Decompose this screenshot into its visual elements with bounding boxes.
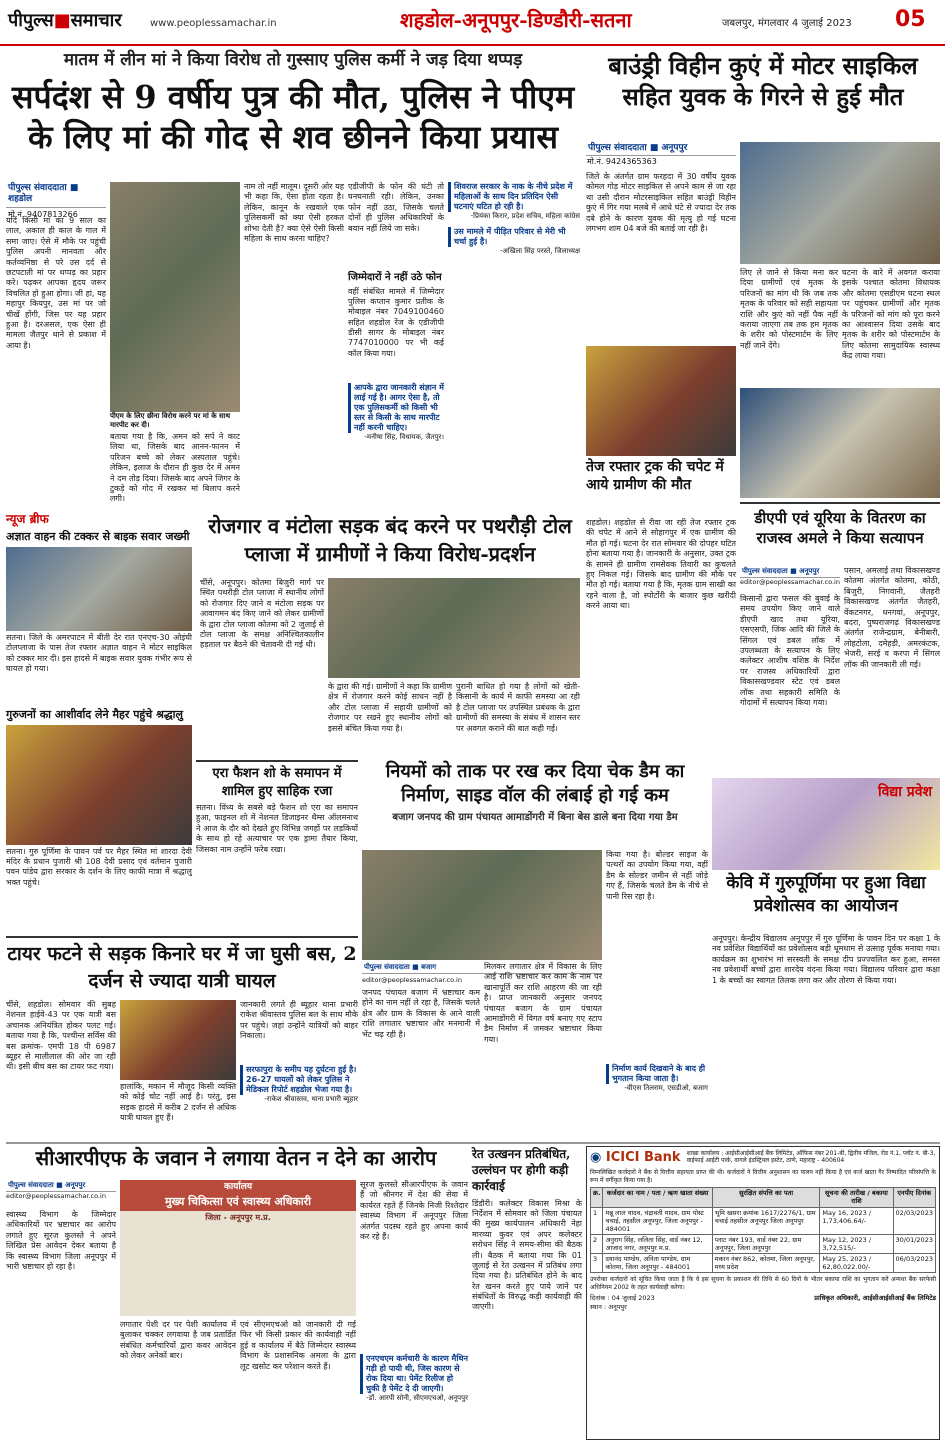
ad-date: दिनांक : 04 जुलाई 2023: [590, 1294, 655, 1303]
sand-headline: रेत उत्खनन प्रतिबंधित, उल्लंघन पर होगी कड़ी कार्रवाई: [472, 1147, 571, 1194]
bank-logo: ◉ ICICI Bank: [590, 1150, 681, 1165]
truck-text: शहडोल। शहडोल से रीवा जा रही तेज रफ्तार ट्रक की चपेट में आने से सोहागपुर में एक ग्रामीण की मौत हो गई। घटना देर रात सोमवार की दोपहर घटित होना बताया गया है। जानकारी के अनुसार, उक्त ट्रक के सामने ही ग्रामीण रामसेवक तिवारी का कुचलते हुए निकल गई। जिसके बाद ग्रामीण की मौके पर मौत हो गई। बताया गया है कि, मृतक ग्राम साखी का रहने वाला है, जो स्पोर्टोरी के बाजार कुछ खरीदी करने आया था।: [586, 518, 736, 611]
ad-intro: निम्नलिखित कर्जदारों ने बैंक से वित्तीय सहायता प्राप्त की थी। कर्जदारों ने वित्तीय अनुशासन का पालन नहीं किया है एवं कर्ज खाता गैर निष्पादित परिसंपत्ति के रूप में वर्गीकृत किया गया है।: [590, 1169, 936, 1184]
ad-table-row: [591, 1234, 936, 1253]
ad-table-cell: May 16, 2023 / 1,73,406.64/-: [820, 1207, 893, 1234]
crpf-text3: सूरज कुलस्ते सीआरपीएफ के जवान हैं जो श्रीनगर में देश की सेवा में कार्यरत रहते हैं जिनके निजी रिश्तेदार स्वास्थ्य विभाग में अनूपपुर जिला अंतर्गत पदस्थ रहते हुए अपना कार्य कर रहे हैं।: [360, 1180, 468, 1241]
dam-email: editor@peoplessamachar.co.in: [362, 976, 462, 984]
bus-text2: हालांकि, मकान में मौजूद किसी व्यक्ति को कोई चोट नहीं आई है। परंतु, इस सड़क हादसे में करीब 2 दर्जन से अधिक यात्री घायल हुए हैं।: [120, 1082, 236, 1123]
well-phone: मो.नं. 9424365363: [587, 157, 657, 167]
well-photo: [740, 142, 940, 264]
dap-header: [740, 502, 940, 564]
dap-byline: पीपुल्स संवाददाता ■ अनूपपुर: [740, 566, 840, 578]
lead-byline-box: [6, 182, 106, 219]
ad-table-header: एनपीए दिनांक: [893, 1188, 936, 1207]
kv-banner: विद्या प्रवेश: [878, 784, 932, 800]
ad-table-cell: 3: [591, 1254, 603, 1273]
crpf-header: [6, 1146, 466, 1176]
dam-col3: [606, 850, 708, 1138]
lead-col1: यदि किसी मां का 9 साल का लाल, अकाल ही काल के गाल में समा जाए। ऐसे में मौके पर पहुंची पुलिस अपनी मानवता और कर्तव्यनिष्ठा से परे उस दर्द से छटपटाती मां पर थप्पड़ का प्रहार करे। पढ़कर आपका हृदय जरूर विचलित हो हुआ होगा। जी हां, यह महापुर कियपुर, उस मां पर जो चीखें होंगी, जिस पर यह प्रहार हुआ है। दरअसल, एक ऐसा ही मामला जैतपुर थाने से प्रकाश में आया है।: [6, 216, 106, 350]
ad-table-cell: May 12, 2023 / 3,72,515/-: [820, 1234, 893, 1253]
bus-col3: [240, 1000, 358, 1138]
crpf-headline: सीआरपीएफ के जवान ने लगाया वेतन न देने का आरोप: [35, 1146, 437, 1170]
ad-table-row: [591, 1207, 936, 1234]
crpf-text4: एवं सीएमएचओ को जानकारी दी गई फिर भी किसी प्रकार की कार्यवाही नहीं हुई व कार्यालय में बैठे जिम्मेदार स्वास्थ्य विभाग के प्रशासनिक अमला के द्वारा लूट खसोट कर परेशान करते हैं।: [240, 1320, 356, 1371]
dap-email: editor@peoplessamachar.co.in: [740, 577, 840, 586]
well-text1: जिले के अंतर्गत ग्राम फरहदा में 30 वर्षीय युवक कोमल गोड़ मोटर साइकिल से अपने काम से जा रहा था उसी दौरान मोटरसाइकिल सहित बाउंड्री विहीन कुएं में गिर गया मलबे में आधे घंटे से ज्यादा देर तक दबे होने के कारण युवक की मृत्यु हो गई घटना लगभग शाम 04 बजे की बताई जा रही है।: [586, 172, 736, 233]
section-divider: [6, 1142, 940, 1144]
dam-quote: निर्माण कार्य दिखवाने के बाद ही भुगतान किया जाता है।: [606, 1064, 708, 1084]
bus-text1: चींसे, शहडोल। सोमवार की सुबह नेशनल हाईवे-43 पर एक यात्री बस अचानक अनियंत्रित होकर पलट गई। बताया गया है कि, पश्चीन्त सर्विस की बस क्रमांक- एमपी 18 पी 6987 ब्यूहर से मालीलाल की ओर जा रही थी। इसी बीच बस का टायर फट गया।: [6, 1000, 116, 1072]
sand-text: डिंडौरी। कलेक्टर विकास मिश्रा के निर्देशन में सोमवार को जिला पंचायत की मुख्य कार्यपालन अधिकारी नेहा मारव्या कुवर एवं अपर कलेक्टर सरोधन सिंह ने समय-सीमा की बैठक ली। बैठक में बताया गया कि 01 जुलाई से रेत उत्खनन में प्रतिबंध लगा दिया गया है। प्रतिबंधित होने के बाद रेत खनन करते हुए पाये जाने पर संबंधितों के विरुद्ध कड़ी कार्यवाही की जाएगी।: [472, 1198, 582, 1312]
well-text3: घटना के बारे में अवगत कराया इसके पश्चात कोतमा विधायक और कोतमा एसडीएम घटना स्थल पर पहुंचकर ग्रामीणों और मृतक के परिजनों को मांग को पूरा करने का आश्वासन दिया उसके बाद मृतक के शरीर को पोस्टमार्टम के लिए कोतमा सामुदायिक स्वास्थ्य केंद्र लाया गया।: [842, 268, 940, 361]
protest-headline: रोजगार व मंटोला सड़क बंद करने पर पथरौड़ी टोल प्लाजा में ग्रामीणों ने किया विरोध-प्रदर्शन: [208, 514, 572, 566]
lead-quote3: उस मामले में पीड़ित परिवार से मेरी भी चर्चा हुई है।: [448, 227, 580, 247]
bus-photo: [120, 1000, 236, 1080]
lead-photo: [110, 182, 240, 412]
well-byline: पीपुल्स संवाददाता ■ अनूपपुर: [586, 142, 736, 156]
fashion-text: सतना। विंध्य के सबसे बड़े फैशन शो एरा का समापन हुआ, फाइनल शो में नेशनल डिजाइनर थैम्स ऑलमनाथ ने आज के दौर को देखते हुए विभिन्न जगहों पर लड़कियों के साथ हो रहे अत्याचार पर एक ड्रामा तैयार किया, जिसका नाम उन्होंने फरेब रखा।: [196, 803, 358, 854]
crpf-sign-top: कार्यालय: [223, 1182, 253, 1192]
ad-table-row: [591, 1254, 936, 1273]
protest-photo: [328, 578, 580, 678]
dam-headline: नियमों को ताक पर रख कर दिया चेक डैम का निर्माण, साइड वॉल की लंबाई हो गई कम: [385, 761, 685, 807]
crpf-byline: पीपुल्स संवाददाता ■ अनूपपुर: [6, 1180, 116, 1192]
ad-table-cell: मकान नंबर 862, कोतमा, जिला अनूपपुर, मध्य प्रदेश: [712, 1254, 820, 1273]
lead-quote3-by: -अखिला सिंह परस्ते, जिलाध्यक्ष: [500, 246, 580, 255]
bus-header: [6, 936, 358, 996]
ad-place: स्थान : अनूपपुर: [590, 1302, 627, 1311]
dam-text3: किया गया है। बोल्डर साइज के पत्थरों का उपयोग किया गया, वहीं डैम के सोल्डर जमीन से नहीं जोड़े गए हैं, जिसके चलते डैम के नीचे से पानी रिस रहा है।: [606, 850, 708, 901]
protest-text1: चींसे, अनूपपुर। कोतमा बिजुरी मार्ग पर स्थित पथरौड़ी टोल प्लाजा में स्थानीय लोगों को रोजगार दिए जाने व मंटोला सड़क पर आवागमन बंद किए जाने को लेकर ग्रामीणों के द्वारा टोल प्लाजा कोतमा को 2 जुलाई से टोल प्लाजा के समक्ष अनिश्चितकालीन हड़ताल पर बैठने की चेतावनी दी गई थी।: [200, 578, 324, 650]
lead-quote1-by: -मनीषा सिंह, विधायक, जैतपुर।: [364, 432, 444, 441]
crpf-quote-by: -डॉ. आरपी सोनी, सीएमएचओ, अनूपपुर: [366, 1394, 468, 1402]
crpf-sign-main: मुख्य चिकित्सा एवं स्वास्थ्य अधिकारी: [120, 1193, 356, 1211]
dam-photo: [362, 850, 602, 960]
crpf-sign-sub: जिला - अनूपपुर म.प्र.: [205, 1213, 271, 1222]
dam-text1: जनपद पंचायत बजाग में भ्रष्टाचार कम होने का नाम नहीं ले रहा है, जिसके चलते क्षेत्र और ग्राम के विकास के आने वाली राशि लगातार भ्रष्टाचार और मनमानी में भेंट चढ़ रही है।: [362, 988, 480, 1039]
brief-photo1: [6, 547, 192, 631]
dam-text2: मिलकर लगातार क्षेत्र में विकास के लिए आई राशि भ्रष्टाचार कर काम के नाम पर खानापूर्ति कर राशि आहरण की जा रही है। प्राप्त जानकारी अनुसार जनपद पंचायत बजाग के ग्राम पंचायत आमाडोंगरी में विगत वर्ष बनाए गए स्टाप डैम निर्माण में जमकर भ्रष्टाचार किया गया।: [484, 962, 602, 1044]
dap-photo: [740, 388, 940, 498]
lead-quote2: शिवराज सरकार के नाक के नीचे प्रदेश में महिलाओं के साथ दिन प्रतिदिन ऐसी घटनाएं घटित हो रही है।: [448, 182, 580, 212]
crpf-email: editor@peoplessamachar.co.in: [6, 1191, 106, 1200]
lead-col2: बताया गया है कि, अमन को सर्प ने काट लिया था, जिसके बाद आनन-फानन में परिजन बच्चे को लेकर अस्पताल पहुंचे। लेकिन, इलाज के दौरान ही कुछ देर में अमन ने दम तोड़ दिया। जिसके बाद अपने जिगर के टुकड़े को गोद में रखकर मां बिलाप करने लगी।: [110, 432, 240, 504]
bus-quote: सरफापुरा के समीप यह दुर्घटना हुई है। 26-27 घायलों को लेकर पुलिस ने मेडिकल रिपोर्ट शहडोल भेजा गया है।: [240, 1065, 358, 1095]
icici-notice: [586, 1146, 940, 1440]
protest-text3: पुरानी बाधित हो गया है लोगों को खेती-किसानी के कार्य में काफी समस्या आ रही है टोल प्लाजा पर उपस्थित प्रबंधक के द्वारा ग्रामीणों की समस्या के संबंध में शासन स्तर पर अवगत कराने की बात कही गई।: [456, 682, 580, 733]
lead-quote2-by: -प्रियंका किरार, प्रदेश सचिव, महिला कांग्रेस: [470, 212, 580, 220]
lead-kicker: मातम में लीन मां ने किया विरोध तो गुस्साए पुलिस कर्मी ने जड़ दिया थप्पड़: [63, 50, 523, 70]
ad-sign: प्राधिकृत अधिकारी, आईसीआईसीआई बैंक लिमिटेड: [814, 1294, 936, 1303]
ad-table-cell: अनुराग सिंह, ललिता सिंह, वार्ड नंबर 12, आजाद नगर, अनूपपुर म.प्र.: [603, 1234, 712, 1253]
ad-table-cell: मन्नू लाल यादव, चंद्रावती यादव, ग्राम पोस्ट चचाई, तहसील अनूपपुर, जिला अनूपपुर - 484001: [603, 1207, 712, 1234]
ad-table: [590, 1187, 936, 1273]
ad-table-cell: 2: [591, 1234, 603, 1253]
ad-table-cell: 1: [591, 1207, 603, 1234]
masthead: [0, 0, 945, 46]
region-title: शहडोल-अनूपपुर-डिण्डौरी-सतना: [400, 8, 632, 32]
fashion-box: [196, 760, 358, 932]
ad-table-header: सुरक्षित संपत्ति का पता: [712, 1188, 820, 1207]
ad-table-cell: प्लाट नंबर 193, वार्ड नंबर 22, ग्राम अनूपपुर, जिला अनूपपुर: [712, 1234, 820, 1253]
kv-text: अनूपपुर। केन्द्रीय विद्यालय अनूपपुर में गुरु पूर्णिमा के पावन दिन पर कक्षा 1 के नव प्रवेशित विद्यार्थियों का प्रवेशोत्सव बड़ी धूमधाम से उत्साह पूर्वक मनाया गया। कार्यक्रम का शुभारंभ मां सरस्वती के समक्ष दीप प्रज्ज्वलित कर हुआ, समस्त नव प्रवेशार्थी बच्चों द्वारा शारदेय वंदना किया गया। विद्यालय परिवार द्वारा कक्षा 1 के बच्चों का स्वागत तिलक लगा कर और तोरण से किया गया।: [712, 934, 940, 985]
crpf-text1: स्वास्थ्य विभाग के जिम्मेदार अधिकारियों पर भ्रष्टाचार का आरोप लगाते हुए सूरज कुलस्ते ने अपने लिखित प्रेस आवेदन देकर बताया है कि स्वास्थ्य विभाग जिला अनूपपुर में भारी भ्रष्टाचार हो रहा है।: [6, 1210, 116, 1271]
brief-label: न्यूज ब्रीफ: [6, 512, 49, 526]
dap-text2: पसान, अमलाई तथा विकासखण्ड कोतमा अंतर्गत कोतमा, कोठी, बिजुरी, निगवानी, जैतहरी विकासखण्ड अंतर्गत जैतहरी, वेंकटनगर, धनगवां, अनूपपुर, बदरा, पुष्पराजगढ़ विकासखण्ड अंतर्गत राजेन्द्रग्राम, बेनीबारी, लोहटोला, दमेहड़ी, अमरकंटक, भेजरी, सरई व करपा में सिंगल लॉक की जानकारी ली गई।: [844, 566, 940, 669]
brand-logo: पीपुल्स■समाचार: [8, 10, 122, 31]
brief-t2: सतना। गुरु पूर्णिमा के पावन पर्व पर मैहर स्थित मां शारदा देवी मंदिर के प्रधान पुजारी श्री 108 देवी प्रसाद एवं वर्तमान पुजारी पवन पांडेय द्वारा सरकार के दर्शन के लिए काफी मात्रा में श्रद्धालु भक्त पहुंचे।: [6, 846, 192, 887]
dam-sub: बजाग जनपद की ग्राम पंचायत आमाडोंगरी में बिना बेस डाले बना दिया गया डैम: [392, 811, 678, 823]
well-headline: बाउंड्री विहीन कुएं में मोटर साइकिल सहित युवक के गिरने से हुई मौत: [608, 51, 918, 112]
dam-quote-by: -वीएस तिलराम, एसडीओ, बजाग: [624, 1084, 708, 1092]
dap-text1: किसानों द्वारा फसल की बुवाई के समय उपयोग किए जाने वाले डीएपी खाद तथा यूरिया, एसएसपी, जिंक आदि की जिले के सिंगल एवं डबल लॉक में उपलब्धता के सत्यापन के लिए कलेक्टर आशीष वशिष्ठ के निर्देश पर राजस्व अधिकारियों द्वारा विकासखण्डवार स्टेट एवं डबल लॉक तथा सहकारी समिति के गोदामों में सत्यापन किया गया।: [740, 594, 840, 707]
sand-box: [472, 1146, 582, 1440]
protest-text2: के द्वारा की गई। ग्रामीणों ने कहा कि ग्रामीण क्षेत्र में रोजगार करने कोई साधन नहीं है और टोल प्लाजा में सहायी ग्रामीणों को रोजगार पर रखने हुए स्थानीय लोगों को इससे बंचित किया गया है।: [328, 682, 452, 733]
ad-table-cell: 02/03/2023: [893, 1207, 936, 1234]
dateline: जबलपुर, मंगलवार 4 जुलाई 2023: [722, 18, 852, 29]
lead-caption: पीएम के लिए छीना विरोध करने पर मां के साथ मारपीट कर दी।: [110, 412, 231, 429]
bank-office: शाखा कार्यालय : आईसीआईसीआई बैंक लिमिटेड, ऑफिस नंबर 201-बी, द्वितीय मंजिल, रोड नं.1, प्लॉट नं. बी-3, वाईफाई आईटी पार्क, वागले इंडस्ट्रियल इस्टेट, ठाणे, महाराष्ट्र - 400604: [686, 1150, 936, 1165]
crpf-photo: [120, 1180, 356, 1316]
dap-headline: डीएपी एवं यूरिया के वितरण का राजस्व अमले ने किया सत्यापन: [754, 509, 926, 548]
lead-byline: पीपुल्स संवाददाता ■ शहडोल: [6, 182, 106, 208]
truck-headline: तेज रफ्तार ट्रक की चपेट में आये ग्रामीण की मौत: [586, 459, 724, 494]
brief-h1: अज्ञात वाहन की टक्कर से बाइक सवार जख्मी: [6, 530, 190, 543]
kv-header: [712, 872, 940, 932]
protest-header: [200, 512, 580, 574]
ad-table-cell: 06/03/2023: [893, 1254, 936, 1273]
crpf-col3: [360, 1180, 468, 1440]
ad-table-cell: 30/01/2023: [893, 1234, 936, 1253]
lead-quote1: आपके द्वारा जानकारी संज्ञान में लाई गई है। आगर ऐसा है, तो एक पुलिसकर्मी को किसी भी स्तर से किसी के साथ मारपीट नहीं करनी चाहिए।: [348, 383, 444, 433]
well-header: [586, 50, 940, 140]
lead-col4-box: [348, 182, 444, 506]
truck-header: [586, 458, 736, 516]
brief-h2: गुरुजनों का आशीर्वाद लेने मैहर पहुंचे श्रद्धालु: [6, 707, 183, 721]
dam-header: [362, 760, 708, 848]
lead-col4: एडीजीपी के फोन की घंटी तो घनघनाती रही। लेकिन, उनका फोन नहीं उठा, जिसके चलते दोनों ही पुलिस अधिकारियों के बयान नहीं लिये जा सके।: [348, 182, 444, 233]
ad-table-header: सूचना की तारीख / बकाया राशि: [820, 1188, 893, 1207]
crpf-quote: एनएचएम कर्मचारी के कारण मैथिन गड़ी हो पायी थी, जिस कारण से रोक दिया था। पेमेंट रिलीज हो चुकी है पेमेंट दे दी जाएगी।: [360, 1354, 468, 1394]
news-brief: [6, 512, 192, 932]
lead-header: [6, 50, 580, 180]
lead-col5: वहीं संबंधित मामले में जिम्मेदार पुलिस कप्तान कुमार प्रतीक के मोबाइल नंबर 7049100460 सहित शहडोल रेंज के एडीजीपी डीसी सागर के मोबाइल नंबर 7747010000 पर भी कई कॉल किया गया।: [348, 286, 444, 358]
dam-byline: पीपुल्स संवाददाता ■ बजाग: [362, 962, 602, 974]
site-url[interactable]: www.peoplessamachar.in: [150, 18, 277, 29]
bus-headline: टायर फटने से सड़क किनारे घर में जा घुसी बस, 2 दर्जन से ज्यादा यात्री घायल: [7, 943, 357, 992]
ad-table-header: कर्जदार का नाम / पता / ऋण खाता संख्या: [603, 1188, 712, 1207]
brief-t1: सतना। जिले के अमरपाटन में बीती देर रात एनएच-30 ओइंघी टोलप्लाजा के पास तेज रफ्तार अज्ञात वाहन ने मोटर साइकिल को टक्कर मार दी। इस हादसे में बाइक सवार युवक गंभीर रूप से घायल हो गया।: [6, 632, 192, 673]
ad-table-cell: दयानंद पाण्डेय, अनिता पाण्डेय, ग्राम कोतमा, जिला अनूपपुर - 484001: [603, 1254, 712, 1273]
lead-phone: मो.नं. 9407813266: [8, 209, 78, 219]
lead-subhead: जिम्मेदारों ने नहीं उठे फोन: [348, 272, 442, 283]
page-number: 05: [895, 7, 926, 32]
bus-quote-by: -राकेश श्रीवास्तव, थाना प्रभारी ब्यूहार: [264, 1095, 358, 1103]
ad-footer: उपरोक्त कर्जदारों को सूचित किया जाता है कि वे इस सूचना के प्रकाशन की तिथि से 60 दिनों के भीतर बकाया राशि का भुगतान करें अन्यथा बैंक सरफेसी अधिनियम 2002 के तहत कार्यवाही करेगा।: [590, 1276, 936, 1291]
dap-byline-box: [740, 566, 840, 590]
ad-table-cell: भूमि खसरा क्रमांक 1617/2276/1, ग्राम चचाई तहसील अनूपपुर जिला अनूपपुर: [712, 1207, 820, 1234]
fashion-headline: एरा फैशन शो के समापन में शामिल हुए साहिक रजा: [212, 766, 342, 799]
ad-table-cell: May 25, 2023 / 62,80,022.00/-: [820, 1254, 893, 1273]
well-byline-box: [586, 142, 736, 168]
kv-photo: [712, 778, 940, 870]
brief-photo2: [6, 725, 192, 845]
lead-col3: नाम तो नहीं मालूम। दूसरी ओर यह भी कहा कि, ऐसा होता रहता है। लेकिन, कानून के रखवाले एक पुलिसकर्मी को क्या ऐसी हरकत शोभा देती है? क्या ऐसे ऐसी किसी महिला के साथ करना चाहिए?: [244, 182, 344, 243]
crpf-byline-box: [6, 1180, 116, 1206]
kv-headline: केवि में गुरुपूर्णिमा पर हुआ विद्या प्रवेशोत्सव का आयोजन: [726, 873, 926, 916]
ad-table-header: क्र.: [591, 1188, 603, 1207]
bus-text3: जानकारी लगते ही ब्यूहार थाना प्रभारी राकेश श्रीवास्तव पुलिस बल के साथ मौके पर पहुंचे। जहां उन्होंने यात्रियों को बाहर निकाला।: [240, 1000, 358, 1041]
lead-quotes: [448, 182, 580, 506]
lead-headline: सर्पदंश से 9 वर्षीय पुत्र की मौत, पुलिस ने पीएम के लिए मां की गोद से शव छीनने किया प्रयास: [11, 78, 575, 157]
crpf-text2: लगातार पेशी दर पर पेशी कार्यालय में बुलाकर चक्कर लगवाया है जब प्रतार्डित संबंधित कर्मचारियों द्वारा कवर आवेदन को लेकर अनेकों बार।: [120, 1320, 236, 1361]
truck-photo: [586, 346, 736, 456]
well-text2: लिए ले जाने से किया मना कर दिया ग्रामीणों एवं मृतक के परिजनों का मांग थी कि जब तक मृतक के परिवार को सही सहायता राशि और कुएं को नहीं पैक नहीं कराया जाएगा तब तक हम मृतक के शरीर को पोस्टमार्टम के लिए नहीं जाने देंगे।: [740, 268, 838, 350]
